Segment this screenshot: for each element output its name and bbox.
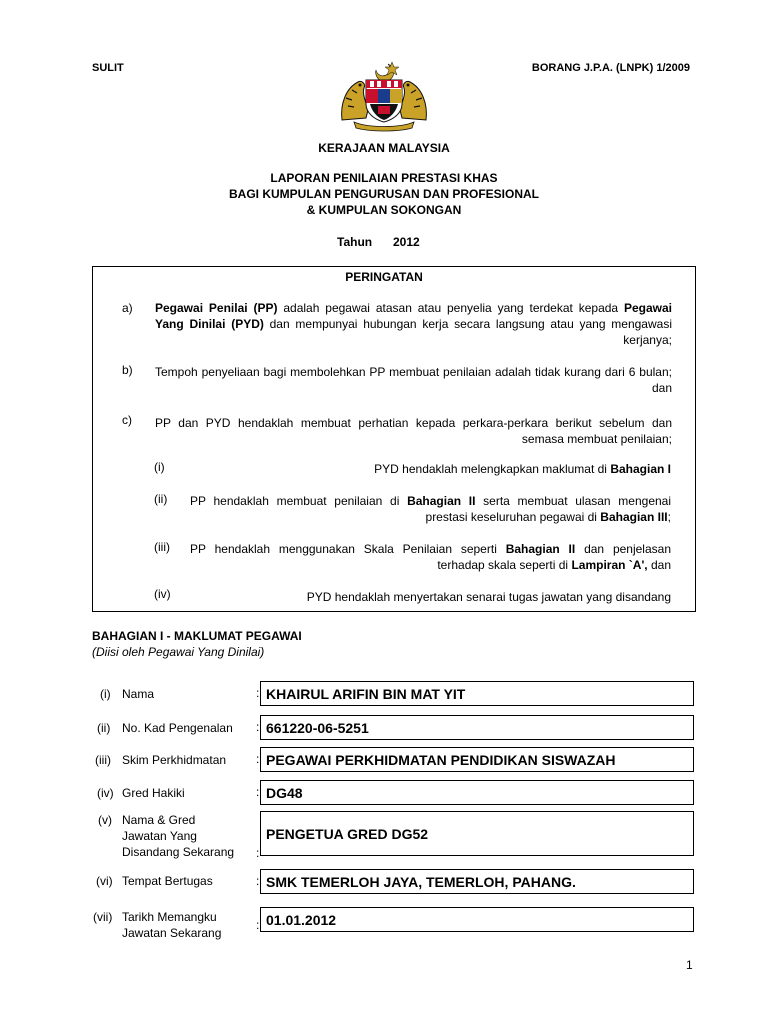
field-label-workplace: Tempat Bertugas	[122, 874, 213, 888]
field-number: (iii)	[95, 753, 111, 767]
field-number: (ii)	[97, 721, 111, 735]
warning-item-a-text: Pegawai Penilai (PP) adalah pegawai atasan atau penyelia yang terdekat kepada Pegawai Yang Dinilai (PYD) dan mempunyai hubungan kerja secara langsung atau yang mengawasi kerjanya;	[155, 301, 672, 347]
section-title: BAHAGIAN I - MAKLUMAT PEGAWAI	[92, 629, 302, 643]
field-colon: :	[256, 785, 260, 799]
header-form-code: BORANG J.P.A. (LNPK) 1/2009	[531, 62, 690, 74]
field-label-grade: Gred Hakiki	[122, 786, 185, 800]
field-number: (iv)	[97, 786, 114, 800]
field-colon: :	[256, 918, 260, 932]
report-title-line1: LAPORAN PENILAIAN PRESTASI KHAS	[270, 171, 498, 185]
government-title: KERAJAAN MALAYSIA	[318, 141, 450, 155]
field-label-position-line3: Disandang Sekarang	[122, 845, 235, 859]
acting-date-field[interactable]: 01.01.2012	[260, 907, 694, 932]
year-label: Tahun	[337, 235, 373, 249]
service-scheme-field[interactable]: PEGAWAI PERKHIDMATAN PENDIDIKAN SISWAZAH	[260, 747, 694, 772]
warning-heading: PERINGATAN	[345, 270, 423, 284]
section-subtitle: (Diisi oleh Pegawai Yang Dinilai)	[92, 645, 265, 659]
report-title-line2: BAGI KUMPULAN PENGURUSAN DAN PROFESIONAL	[228, 187, 539, 201]
position-field[interactable]: PENGETUA GRED DG52	[260, 811, 694, 856]
field-label-name: Nama	[122, 687, 155, 701]
page-number: 1	[686, 958, 693, 972]
field-number: (v)	[98, 813, 112, 827]
malaysia-coat-of-arms-icon	[332, 58, 436, 132]
warning-subitem-i-label: (i)	[154, 460, 165, 474]
field-colon: :	[256, 752, 260, 766]
grade-field[interactable]: DG48	[260, 780, 694, 805]
warning-subitem-i-text: PYD hendaklah melengkapkan maklumat di Bahagian I	[374, 462, 671, 476]
warning-item-c-label: c)	[122, 413, 132, 427]
field-label-acting-date-line2: Jawatan Sekarang	[122, 926, 222, 940]
field-number: (vii)	[93, 910, 113, 924]
field-number: (vi)	[96, 874, 113, 888]
warning-item-b-label: b)	[122, 363, 133, 377]
field-colon: :	[256, 686, 260, 700]
field-colon: :	[256, 846, 260, 860]
field-colon: :	[256, 720, 260, 734]
warning-subitem-iii-text: PP hendaklah menggunakan Skala Penilaian seperti Bahagian II dan penjelasan terhadap skala seperti di Lampiran `A', dan	[190, 542, 671, 572]
name-field[interactable]: KHAIRUL ARIFIN BIN MAT YIT	[260, 681, 694, 706]
warning-item-b-text: Tempoh penyeliaan bagi membolehkan PP membuat penilaian adalah tidak kurang dari 6 bulan; dan	[155, 365, 672, 395]
header-classification: SULIT	[92, 62, 124, 74]
warning-item-a-label: a)	[122, 301, 133, 315]
field-label-position-line2: Jawatan Yang	[122, 829, 197, 843]
warning-subitem-iv-label: (iv)	[154, 587, 171, 601]
warning-item-c-text: PP dan PYD hendaklah membuat perhatian kepada perkara-perkara berikut sebelum dan semasa membuat penilaian;	[155, 416, 672, 446]
field-label-acting-date: Tarikh Memangku	[122, 910, 217, 924]
workplace-field[interactable]: SMK TEMERLOH JAYA, TEMERLOH, PAHANG.	[260, 869, 694, 894]
field-number: (i)	[100, 687, 111, 701]
field-label-position: Nama & Gred	[122, 813, 196, 827]
ic-number-field[interactable]: 661220-06-5251	[260, 715, 694, 740]
field-label-service-scheme: Skim Perkhidmatan	[122, 753, 227, 767]
warning-subitem-ii-text: PP hendaklah membuat penilaian di Bahagian II serta membuat ulasan mengenai prestasi keseluruhan pegawai di Bahagian III;	[190, 494, 672, 524]
warning-subitem-ii-label: (ii)	[154, 492, 168, 506]
year-value: 2012	[393, 235, 420, 249]
warning-subitem-iv-text: PYD hendaklah menyertakan senarai tugas jawatan yang disandang	[306, 590, 671, 604]
report-title-line3: & KUMPULAN SOKONGAN	[306, 203, 462, 217]
field-label-ic-number: No. Kad Pengenalan	[122, 721, 233, 735]
field-colon: :	[256, 874, 260, 888]
warning-subitem-iii-label: (iii)	[154, 540, 170, 554]
